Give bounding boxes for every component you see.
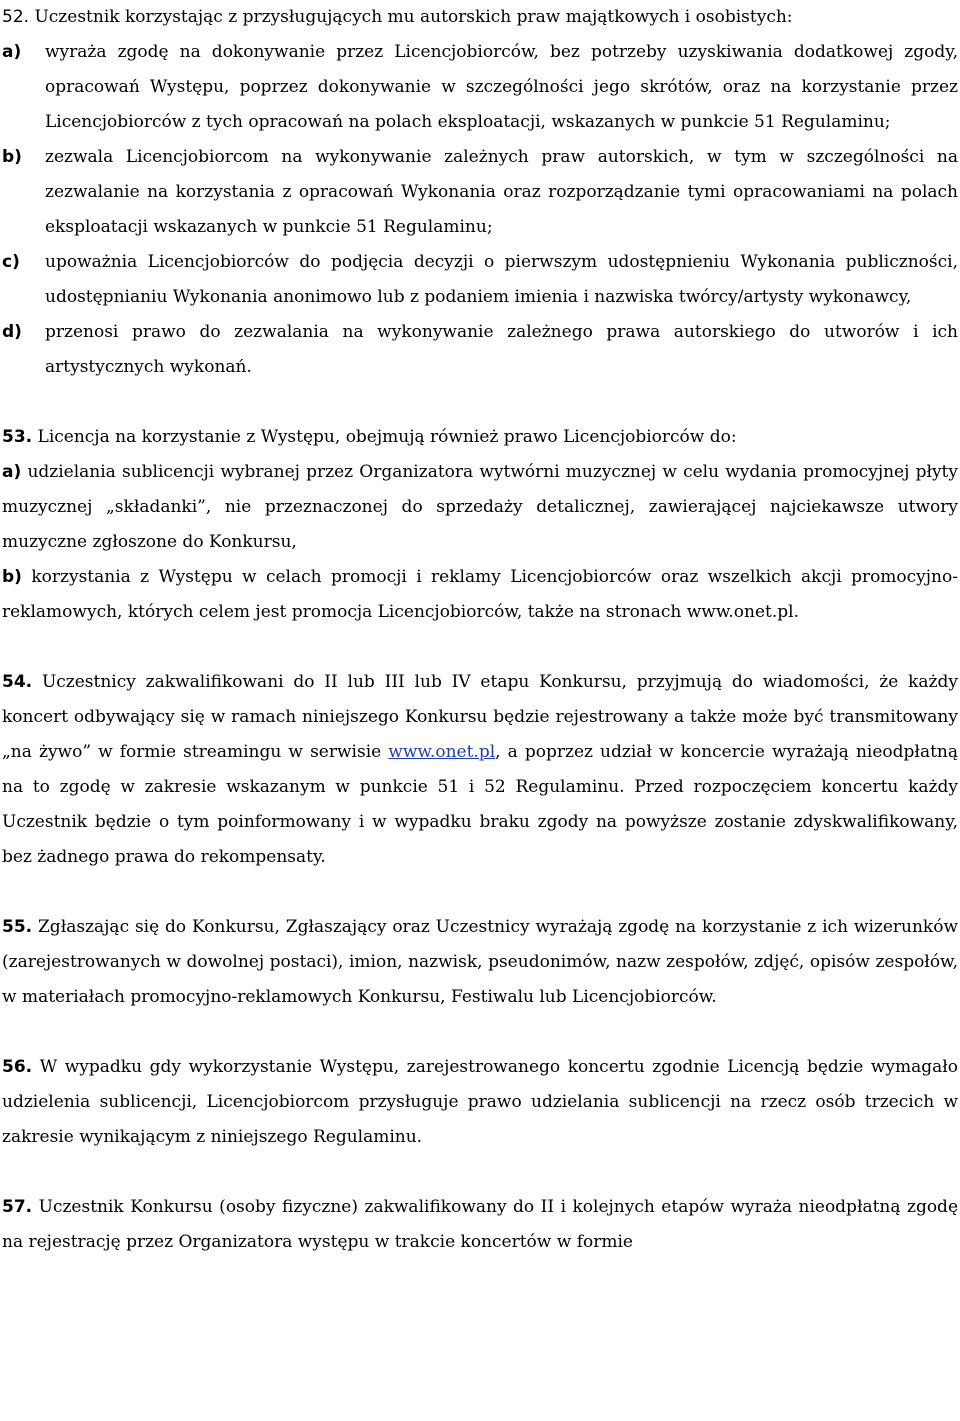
item-text: zezwala Licencjobiorcom na wykonywanie zależnych praw autorskich, w tym w szczególności na zezwalanie na korzystania z opracowań Wykonania oraz rozporządzanie tymi opracowaniami na polach eksploatacji wskazanych w punkcie 51 Regulaminu; [45, 147, 958, 237]
section-56 [2, 1050, 958, 1155]
section-57-number: 57. [2, 1197, 33, 1217]
section-54-number: 54. [2, 672, 33, 692]
section-57-text: Uczestnik Konkursu (osoby fizyczne) zakwalifikowany do II i kolejnych etapów wyraża nieodpłatną zgodę na rejestrację przez Organizatora występu w trakcie koncertów w formie [2, 1197, 959, 1252]
item-text: przenosi prawo do zezwalania na wykonywanie zależnego prawa autorskiego do utworów i ich artystycznych wykonań. [45, 322, 958, 377]
section-52-intro-text: Uczestnik korzystając z przysługujących mu autorskich praw majątkowych i osobistych: [34, 7, 793, 27]
item-label: d) [2, 322, 22, 342]
item-label: b) [2, 147, 22, 167]
section-52-number: 52. [2, 7, 30, 27]
item-text: udzielania sublicencji wybranej przez Organizatora wytwórni muzycznej w celu wydania promocyjnej płyty muzycznej „składanki”, nie przeznaczonej do sprzedaży detalicznej, zawierającej najciekawsze utwory muzyczne zgłoszone do Konkursu, [2, 462, 958, 552]
section-52-item-c [2, 245, 958, 315]
section-52-item-a [2, 35, 958, 140]
item-label: a) [2, 42, 22, 62]
section-54-text-after: , a poprzez udział w koncercie wyrażają nieodpłatną na to zgodę w zakresie wskazanym w punkcie 51 i 52 Regulaminu. Przed rozpoczęciem koncertu każdy Uczestnik będzie o tym poinformowany i w wypadku braku zgody na powyższe zostanie zdyskwalifikowany, bez żadnego prawa do rekompensaty. [2, 742, 958, 867]
section-54 [2, 665, 958, 875]
section-56-text: W wypadku gdy wykorzystanie Występu, zarejestrowanego koncertu zgodnie Licencją będzie wymagało udzielenia sublicencji, Licencjobiorcom przysługuje prawo udzielania sublicencji na rzecz osób trzecich w zakresie wynikającym z niniejszego Regulaminu. [2, 1057, 959, 1147]
item-label: b) [2, 567, 22, 587]
document-page [2, 0, 958, 1260]
section-55-number: 55. [2, 917, 33, 937]
item-text: wyraża zgodę na dokonywanie przez Licencjobiorców, bez potrzeby uzyskiwania dodatkowej zgody, opracowań Występu, poprzez dokonywanie w szczególności jego skrótów, oraz na korzystanie przez Licencjobiorców z tych opracowań na polach eksploatacji, wskazanych w punkcie 51 Regulaminu; [45, 42, 958, 132]
item-text: korzystania z Występu w celach promocji i reklamy Licencjobiorców oraz wszelkich akcji promocyjno-reklamowych, których celem jest promocja Licencjobiorców, także na stronach www.onet.pl. [2, 567, 958, 622]
section-55-text: Zgłaszając się do Konkursu, Zgłaszający oraz Uczestnicy wyrażają zgodę na korzystanie z ich wizerunków (zarejestrowanych w dowolnej postaci), imion, nazwisk, pseudonimów, nazw zespołów, zdjęć, opisów zespołów, w materiałach promocyjno-reklamowych Konkursu, Festiwalu lub Licencjobiorców. [2, 917, 959, 1007]
item-text: upoważnia Licencjobiorców do podjęcia decyzji o pierwszym udostępnieniu Wykonania publiczności, udostępnianiu Wykonania anonimowo lub z podaniem imienia i nazwiska twórcy/artysty wykonawcy, [45, 252, 958, 307]
section-53-intro-text: Licencja na korzystanie z Występu, obejmują również prawo Licencjobiorców do: [37, 427, 737, 447]
section-57 [2, 1190, 958, 1260]
section-53-number: 53. [2, 427, 33, 447]
section-53-item-b [2, 560, 958, 630]
item-label: c) [2, 252, 20, 272]
section-53-item-a [2, 455, 958, 560]
section-52-intro [2, 0, 958, 35]
section-55 [2, 910, 958, 1015]
section-53-intro [2, 420, 958, 455]
section-52-item-d [2, 315, 958, 385]
section-54-text-before: Uczestnicy zakwalifikowani do II lub III lub IV etapu Konkursu, przyjmują do wiadomości, że każdy koncert odbywający się w ramach niniejszego Konkursu będzie rejestrowany a także może być transmitowany „na żywo” w formie streamingu w serwisie [2, 672, 958, 762]
onet-link[interactable]: www.onet.pl [388, 742, 496, 762]
section-56-number: 56. [2, 1057, 33, 1077]
item-label: a) [2, 462, 22, 482]
section-52-item-b [2, 140, 958, 245]
